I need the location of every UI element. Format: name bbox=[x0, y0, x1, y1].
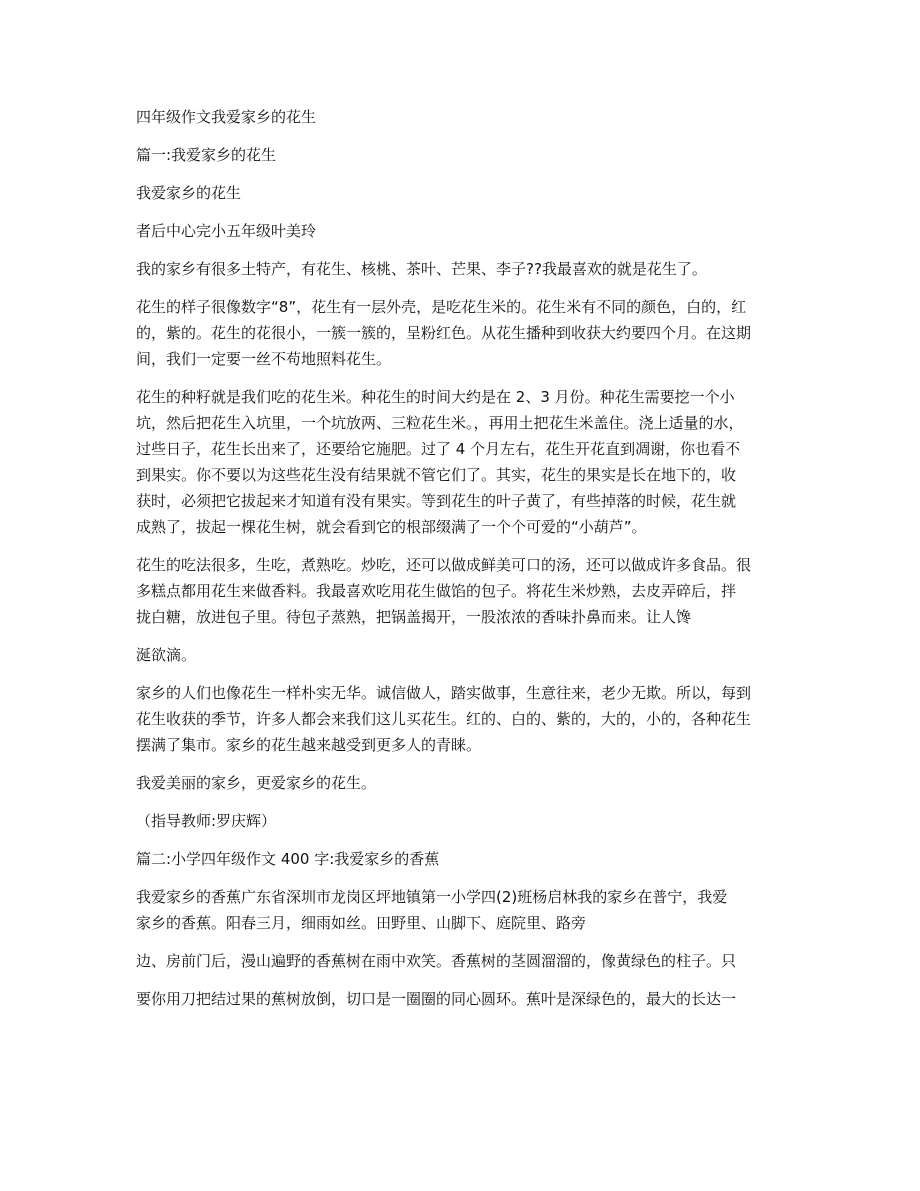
paragraph bbox=[136, 884, 786, 936]
paragraph bbox=[136, 680, 786, 758]
essay-title bbox=[136, 180, 786, 206]
text-line: 花生的种籽就是我们吃的花生米。种花生的时间大约是在 2、3 月份。种花生需要挖一个小 bbox=[136, 388, 735, 406]
paragraph bbox=[136, 384, 786, 540]
text-line: （指导教师:罗庆辉） bbox=[136, 812, 277, 830]
paragraph bbox=[136, 294, 786, 372]
text-line: 拢白糖，放进包子里。待包子蒸熟，把锅盖揭开，一股浓浓的香味扑鼻而来。让人馋 bbox=[136, 608, 692, 626]
text-line: 花生的样子很像数字“8”，花生有一层外壳，是吃花生米的。花生米有不同的颜色，白的，红 bbox=[136, 298, 747, 316]
paragraph bbox=[136, 256, 786, 282]
text-line: 边、房前门后，漫山遍野的香蕉树在雨中欢笑。香蕉树的茎圆溜溜的，像黄绿色的柱子。只 bbox=[136, 952, 737, 970]
paragraph bbox=[136, 986, 786, 1012]
paragraph bbox=[136, 948, 786, 974]
text-line: 我爱家乡的香蕉广东省深圳市龙岗区坪地镇第一小学四(2)班杨启林我的家乡在普宁，我爱 bbox=[136, 888, 728, 906]
text-line: 到果实。你不要以为这些花生没有结果就不管它们了。其实，花生的果实是长在地下的，收 bbox=[136, 466, 737, 484]
section-heading-1 bbox=[136, 142, 786, 168]
text-line: 我爱美丽的家乡，更爱家乡的花生。 bbox=[136, 774, 377, 792]
text-line: 者后中心完小五年级叶美玲 bbox=[136, 222, 317, 240]
paragraph bbox=[136, 642, 786, 668]
text-line: 家乡的人们也像花生一样朴实无华。诚信做人，踏实做事，生意往来，老少无欺。所以，每到 bbox=[136, 684, 752, 702]
text-line: 花生收获的季节，许多人都会来我们这儿买花生。红的、白的、紫的，大的，小的，各种花生 bbox=[136, 710, 752, 728]
author-line bbox=[136, 218, 786, 244]
text-line: 过些日子，花生长出来了，还要给它施肥。过了 4 个月左右，花生开花直到凋谢，你也看不 bbox=[136, 440, 741, 458]
document-title bbox=[136, 104, 786, 130]
text-line: 多糕点都用花生来做香料。我最喜欢吃用花生做馅的包子。将花生米炒熟，去皮弄碎后，拌 bbox=[136, 582, 737, 600]
text-line: 家乡的香蕉。阳春三月，细雨如丝。田野里、山脚下、庭院里、路旁 bbox=[136, 914, 587, 932]
text-line: 成熟了，拔起一棵花生树，就会看到它的根部缀满了一个个可爱的“小葫芦”。 bbox=[136, 518, 647, 536]
section-heading-2 bbox=[136, 846, 786, 872]
text-line: 坑，然后把花生入坑里，一个坑放两、三粒花生米。，再用土把花生米盖住。浇上适量的水， bbox=[136, 414, 744, 432]
text-line: 获时，必须把它拔起来才知道有没有果实。等到花生的叶子黄了，有些掉落的时候，花生就 bbox=[136, 492, 737, 510]
text-line: 的，紫的。花生的花很小，一簇一簇的，呈粉红色。从花生播种到收获大约要四个月。在这期 bbox=[136, 324, 752, 342]
text-line: 摆满了集市。家乡的花生越来越受到更多人的青睐。 bbox=[136, 736, 482, 754]
text-line: 间，我们一定要一丝不苟地照料花生。 bbox=[136, 350, 392, 368]
text-line: 涎欲滴。 bbox=[136, 646, 197, 664]
document-body bbox=[136, 104, 786, 1024]
text-line: 要你用刀把结过果的蕉树放倒，切口是一圈圈的同心圆环。蕉叶是深绿色的，最大的长达一 bbox=[136, 990, 737, 1008]
text-line: 篇一:我爱家乡的花生 bbox=[136, 146, 277, 164]
paragraph bbox=[136, 770, 786, 796]
text-line: 我爱家乡的花生 bbox=[136, 184, 242, 202]
teacher-credit bbox=[136, 808, 786, 834]
text-line: 我的家乡有很多土特产，有花生、核桃、茶叶、芒果、李子??我最喜欢的就是花生了。 bbox=[136, 260, 707, 278]
text-line: 花生的吃法很多，生吃，煮熟吃。炒吃，还可以做成鲜美可口的汤，还可以做成许多食品。很 bbox=[136, 556, 752, 574]
text-line: 篇二:小学四年级作文 400 字:我爱家乡的香蕉 bbox=[136, 850, 440, 868]
paragraph bbox=[136, 552, 786, 630]
text-line: 四年级作文我爱家乡的花生 bbox=[136, 108, 317, 126]
